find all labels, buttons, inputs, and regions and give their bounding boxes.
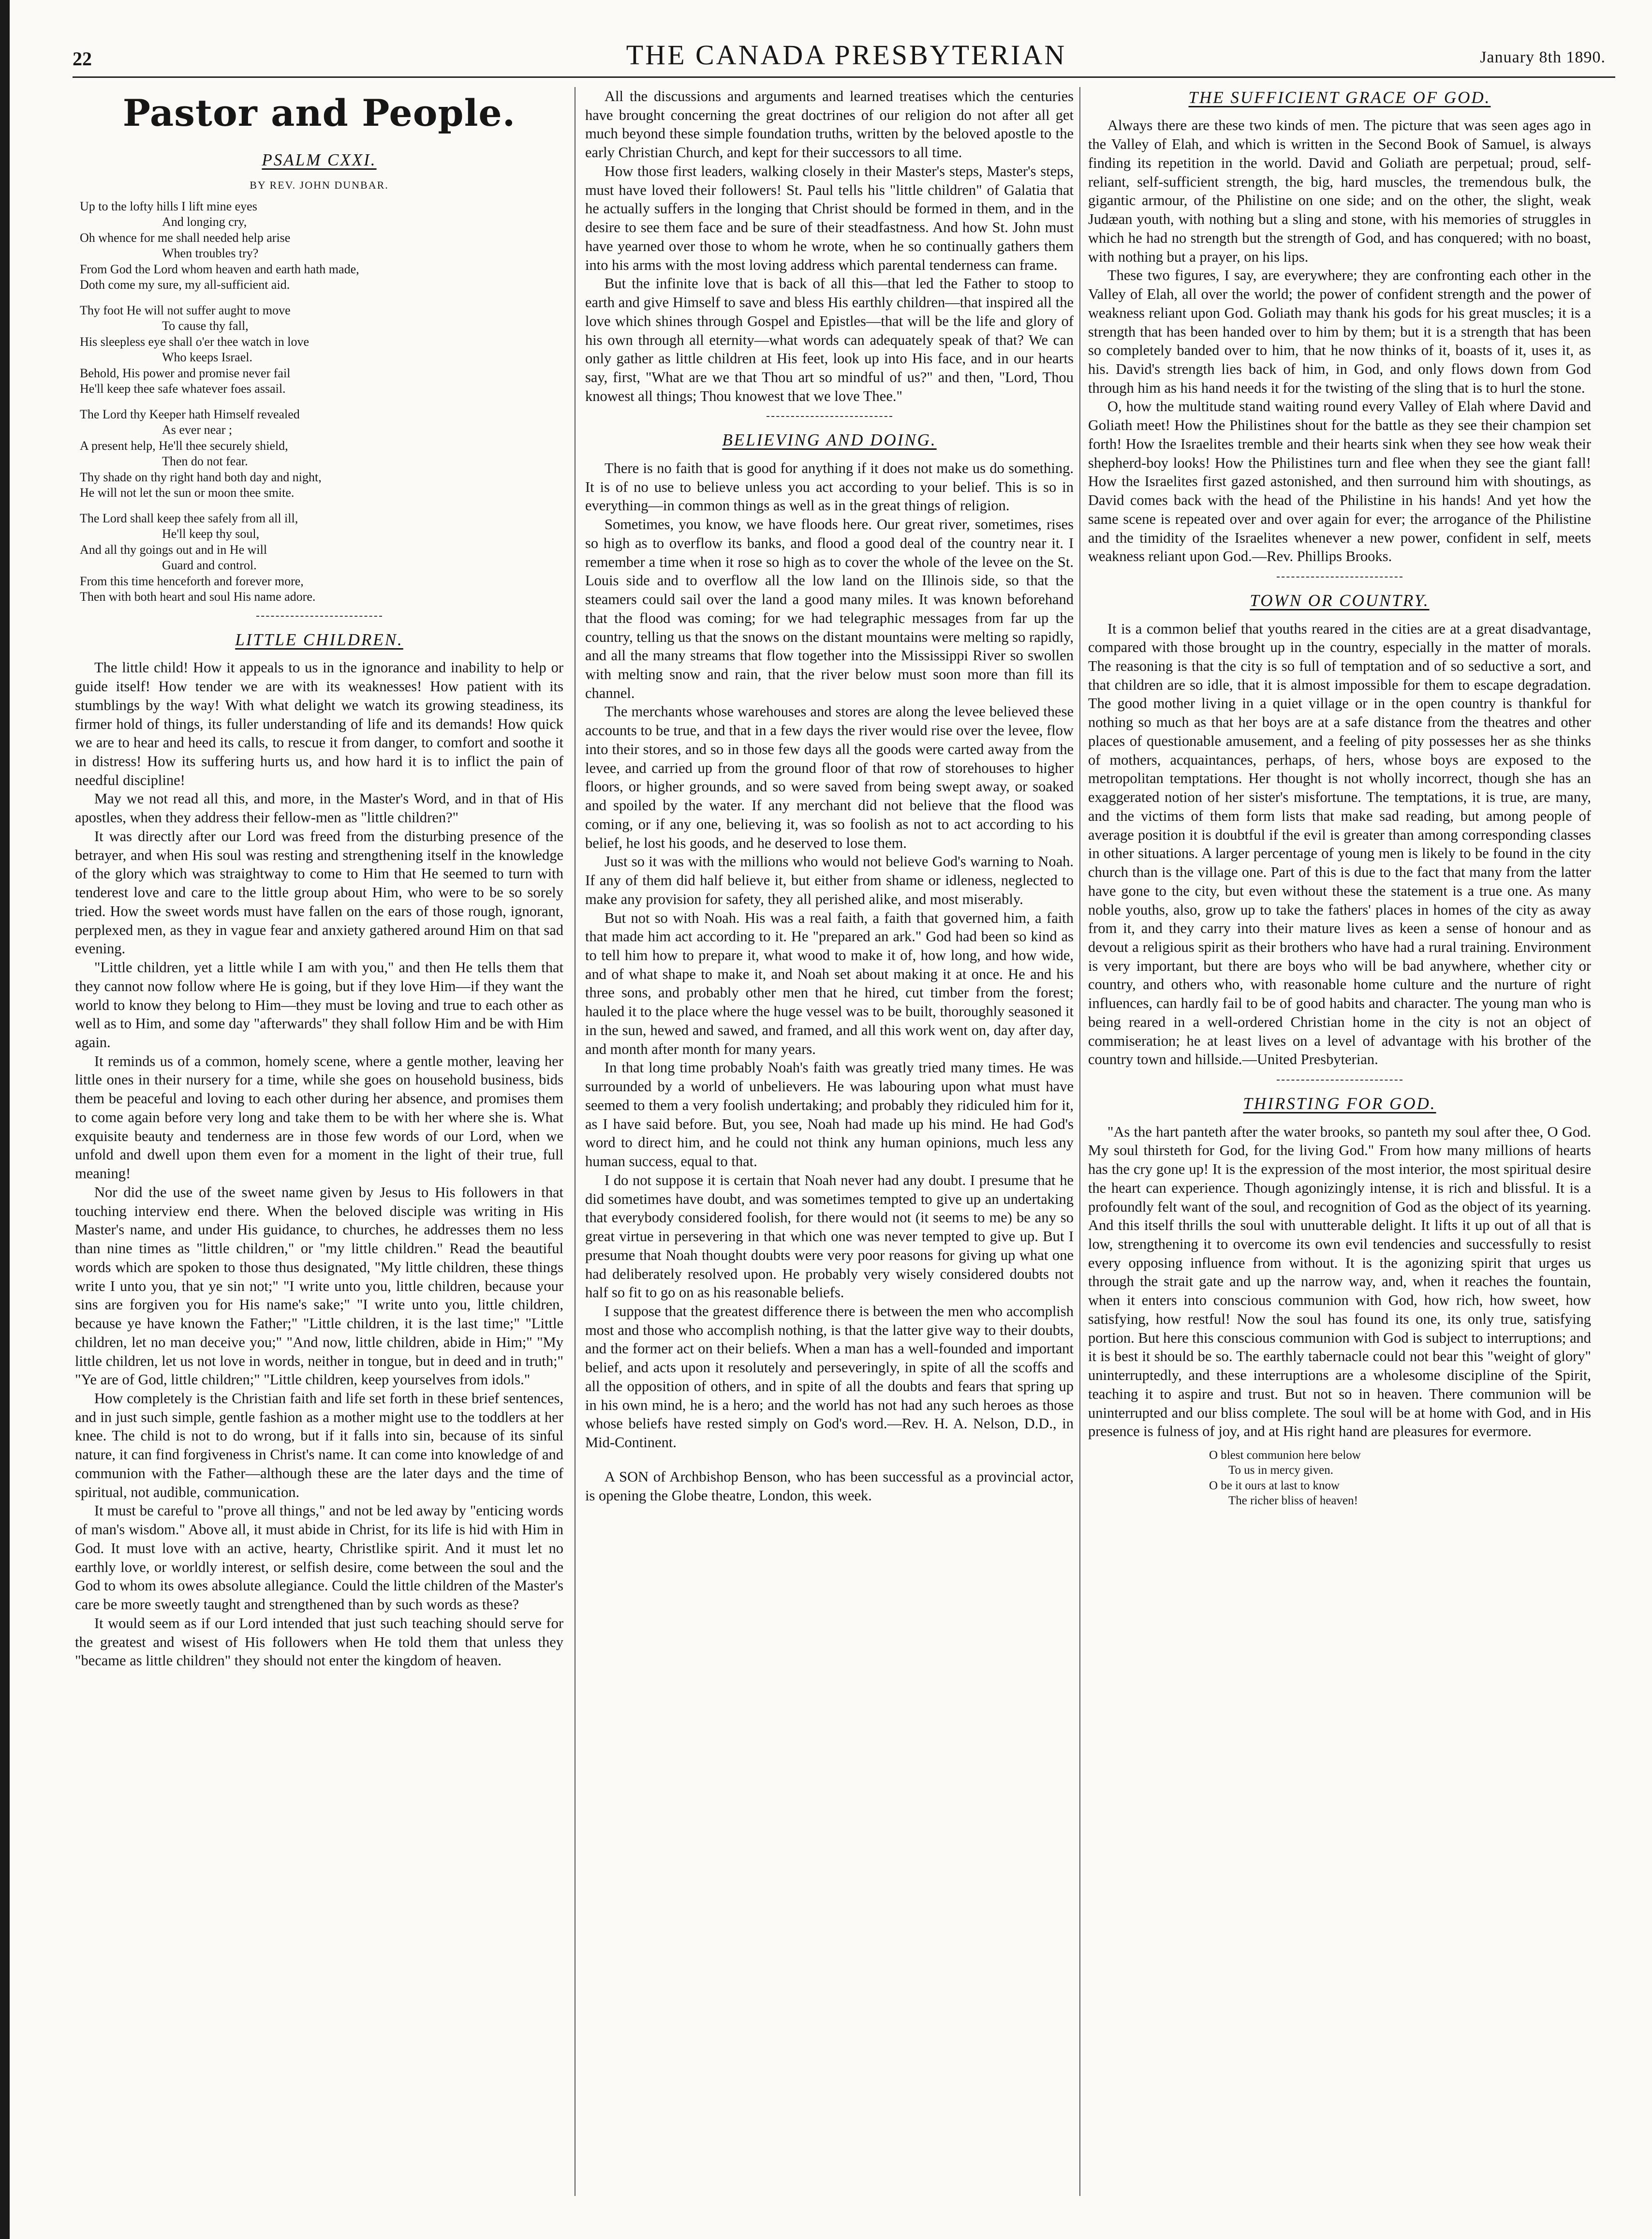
paragraph: O, how the multitude stand waiting round every Valley of Elah where David and Goliath meet! How the Philistines shout for the battle as they see their champion set forth! How the Israelites tremble and their hearts sink when they see how weak their shepherd-boy looks! How the Philistines turn and flee when they see the giant fall! How the Israelites first gazed astonished, and then surround him with shoutings, as David comes back with the head of the Philistine in his hands! And yet how the same scene is repeated over and over again for ever; the arrogance of the Philistine and the timidity of the Israelites whenever a new power, confident in self, meets weakness reliant upon God.—Rev. Phillips Brooks. (1088, 398, 1591, 565)
verse-line: His sleepless eye shall o'er thee watch in love (80, 334, 309, 349)
believing-title: BELIEVING AND DOING. (722, 430, 937, 450)
little-children-title: LITTLE CHILDREN. (235, 630, 403, 649)
column-3 (1088, 87, 1591, 2215)
department-heading: Pastor and People. (122, 91, 516, 134)
paragraph: May we not read all this, and more, in the Master's Word, and in that of His apostles, when they address their fellow-men as "little children?" (75, 790, 563, 826)
verse-line: Who keeps Israel. (162, 350, 252, 365)
paragraph: The little child! How it appeals to us in the ignorance and inability to help or guide itself! How tender we are with its weaknesses! How patient with its stumblings by the way! With what delight we watch its growing steadiness, its firmer hold of things, its fuller understanding of life and its demands! How quick we are to hear and heed its calls, to rescue it from danger, to comfort and soothe it in distress! How its suffering hurts us, and how hard it is to inflict the pain of needful discipline! (75, 659, 563, 788)
sufficient-grace-title: THE SUFFICIENT GRACE OF GOD. (1188, 88, 1491, 107)
paragraph: "As the hart panteth after the water brooks, so panteth my soul after thee, O God. My soul thirsteth for God, for the living God." From how many millions of hearts has the cry gone up! It is the expression of the most interior, the most spiritual desire the heart can experience. Though agonizingly intense, it is rich and blissful. It is a profoundly felt want of the soul, and recognition of God as the object of its yearning. And this itself thrills the soul with unutterable delight. It lifts it up out of all that is low, strengthening it to overcome its own evil tendencies and successfully to resist every opposing influence from without. It is the agonizing spirit that urges us through the strait gate and up the narrow way, and, when it reaches the fountain, when it enters into conscious communion with God, how rich, how sweet, how satisfying, how restful! Now the soul has found its one, its only true, satisfying portion. But here this conscious communion with God is subject to interruptions; and it is best it should be so. The earthly tabernacle could not bear this "weight of glory" uninterruptedly, and these interruptions are a wholesome discipline of the Spirit, teaching it to aspire and trust. But not so in heaven. There communion will be uninterrupted and our bliss complete. The soul will be at home with God, and in His presence is fulness of joy, and at His right hand are pleasures for evermore. (1088, 1123, 1591, 1440)
verse-line: As ever near ; (162, 423, 233, 437)
paragraph: These two figures, I say, are everywhere; they are confronting each other in the Valley of Elah, all over the world; the power of confident strength and the power of weakness reliant upon God. Goliath may thank his gods for his great muscles; it is a strength that has been handed over to him by them; but it is a strength that has been so completely banded over to him, that he now thinks of it, boasts of it, uses it, as his. David's strength lies back of him, in God, and only flows down from God through him as his hand needs it for the twisting of the sling that is to hurl the stone. (1088, 267, 1591, 396)
verse-line: He will not let the sun or moon thee smite. (80, 486, 295, 500)
verse-line: The richer bliss of heaven! (1228, 1494, 1358, 1507)
verse-line: Then with both heart and soul His name adore. (80, 590, 316, 604)
town-country-title: TOWN OR COUNTRY. (1250, 591, 1430, 610)
verse-line: Guard and control. (162, 558, 257, 573)
page-edge-bar (0, 0, 10, 2239)
psalm-stanza (80, 511, 563, 605)
verse-line: Thy shade on thy right hand both day and night, (80, 470, 322, 484)
news-notice: A SON of Archbishop Benson, who has been successful as a provincial actor, is opening the Globe theatre, London, this week. (585, 1468, 1074, 1504)
newspaper-title: THE CANADA PRESBYTERIAN (626, 39, 1067, 71)
psalm-stanza (80, 199, 563, 293)
thirsting-title: THIRSTING FOR GOD. (1243, 1094, 1436, 1113)
section-separator (256, 616, 382, 617)
verse-line: O be it ours at last to know (1209, 1479, 1340, 1492)
paragraph: It would seem as if our Lord intended that just such teaching should serve for the greatest and wisest of His followers when He told them that unless they "became as little children" they should not enter the kingdom of heaven. (75, 1615, 563, 1669)
psalm-poem (80, 199, 563, 605)
psalm-title: PSALM CXXI. (262, 150, 377, 169)
column-1 (75, 87, 563, 2215)
verse-line: Oh whence for me shall needed help arise (80, 230, 291, 245)
verse-line: Behold, His power and promise never fail (80, 366, 291, 380)
paragraph: Always there are these two kinds of men. The picture that was seen ages ago in the Valley of Elah, and which is written in the Second Book of Samuel, is always finding its repetition in the world. David and Goliath are perpetual; proud, self-reliant, self-sufficient strength, the big, hard muscles, the tremendous bulk, the gigantic armour, of the Philistine on one side; and on the other, the slight, weak Judæan youth, with nothing but a sling and stone, with his memories of struggles in which he had no strength but the strength of God, and has conquered; with no boast, with nothing but a prayer, on his lips. (1088, 117, 1591, 265)
psalm-stanza (80, 407, 563, 501)
paragraph: How completely is the Christian faith and life set forth in these brief sentences, and in just such simple, gentle fashion as a mother might use to the toddlers at her knee. The child is not to do wrong, but if it falls into sin, because of its sinful nature, it can find forgiveness in Christ's name. It can come into knowledge of and communion with the Father—although these are the later days and the time of spiritual, not audible, communication. (75, 1390, 563, 1500)
page-number: 22 (73, 48, 92, 70)
section-separator (767, 416, 892, 417)
psalm-stanza (80, 303, 563, 397)
verse-line: Thy foot He will not suffer aught to move (80, 303, 291, 317)
verse-line: O blest communion here below (1209, 1449, 1361, 1462)
verse-line: The Lord thy Keeper hath Himself revealed (80, 407, 300, 421)
issue-date: January 8th 1890. (1480, 48, 1606, 66)
paragraph: Nor did the use of the sweet name given by Jesus to His followers in that touching interview end there. When the beloved disciple was writing in His Master's name, and under His guidance, to churches, he addresses them no less than nine times as "little children," or "my little children." Read the beautiful words which are spoken to those thus designated, "My little children, these things write I unto you, that ye sin not;" "I write unto you, little children, because your sins are forgiven you for His name's sake;" "I write unto you, little children, because ye have known the Father;" "Little children, it is the last time;" "Little children, let no man deceive you;" "And now, little children, abide in Him;" "My little children, let us not love in words, neither in tongue, but in deed and in truth;" "Ye are of God, little children;" "Little children, keep yourselves from idols." (75, 1184, 563, 1388)
verse-line: A present help, He'll thee securely shield, (80, 438, 288, 453)
section-separator (1277, 1080, 1402, 1081)
paragraph: I do not suppose it is certain that Noah never had any doubt. I presume that he did sometimes have doubt, and was sometimes tempted to give up an undertaking that everybody considered foolish, for there would not (it seems to me) be any so great virtue in persevering in that which one was never tempted to give up. But I presume that Noah thought doubts were very poor reasons for giving up what one had deliberately resolved upon. He probably very wisely considered doubts not half so fit to go on as his reasonable beliefs. (585, 1171, 1074, 1301)
paragraph: Just so it was with the millions who would not believe God's warning to Noah. If any of them did half believe it, but either from shame or idleness, neglected to make any provision for safety, they all perished alike, and most miserably. (585, 853, 1074, 907)
verse-line: And all thy goings out and in He will (80, 542, 267, 557)
verse-line: And longing cry, (162, 215, 247, 229)
section-separator (1277, 577, 1402, 578)
verse-line: Up to the lofty hills I lift mine eyes (80, 199, 257, 213)
header-rule (73, 76, 1615, 78)
paragraph: All the discussions and arguments and learned treatises which the centuries have brought concerning the great doctrines of our religion do not after all get much beyond these simple foundation truths, written by the beloved apostle to the early Christian Church, and kept for their successors to all time. (585, 88, 1074, 161)
psalm-byline: BY REV. JOHN DUNBAR. (250, 178, 389, 191)
little-children-body (75, 658, 563, 1670)
page-header (73, 39, 1620, 77)
verse-line: Then do not fear. (162, 454, 248, 469)
verse-line: He'll keep thy soul, (162, 527, 260, 541)
paragraph: "Little children, yet a little while I am with you," and then He tells them that they cannot now follow where He is going, but if they love Him—if they want the world to know they belong to Him—they must be loving and true to each other as well as to Him, and some day "afterwards" they shall follow Him and be with Him again. (75, 959, 563, 1051)
verse-line: To cause thy fall, (162, 319, 249, 333)
verse-line: Doth come my sure, my all-sufficient aid. (80, 278, 290, 292)
verse-line: When troubles try? (162, 246, 259, 261)
verse-line: He'll keep thee safe whatever foes assail. (80, 382, 286, 396)
paragraph: But not so with Noah. His was a real faith, a faith that governed him, a faith that made him act according to it. He "prepared an ark." God had been so kind as to tell him how to prepare it, what wood to make it of, how long, and how wide, and of what shape to make it, and Noah set about making it at once. He and his three sons, and probably other men that he hired, cut timber from the forest; hauled it to the place where the huge vessel was to be built, thoroughly seasoned it in the sun, hewed and sawed, and framed, and all this work went on, day after day, and month after month for many years. (585, 909, 1074, 1057)
paragraph: How those first leaders, walking closely in their Master's steps, Master's steps, must have loved their followers! St. Paul tells his "little children" of Galatia that he actually suffers in the longing that Christ should be formed in them, and in the desire to see them face and be sure of their steadfastness. And how St. John must have yearned over those to whom he wrote, when he so continually gathers them into his arms with the most loving address which parental tenderness can frame. (585, 163, 1074, 273)
verse-line: From God the Lord whom heaven and earth hath made, (80, 262, 359, 276)
paragraph: The merchants whose warehouses and stores are along the levee believed these accounts to be true, and that in a few days the river would rise over the levee, flow into their stores, and so in those few days all the goods were carted away from the levee, and carried up from the ground floor of that row of storehouses to higher floors, or higher grounds, and so were saved from being swept away, or soaked and spoiled by the water. If any merchant did not believe that the flood was coming, or if any one, believing it, was so foolish as not to act according to his belief, he lost his goods, and he deserved to lose them. (585, 703, 1074, 851)
column-2 (585, 87, 1074, 2215)
verse-line: The Lord shall keep thee safely from all ill, (80, 511, 298, 525)
paragraph: It was directly after our Lord was freed from the disturbing presence of the betrayer, and when His soul was resting and strengthening itself in the knowledge of the glory which was straightway to come to Him that He seemed to turn with tenderest love and care to the little group about Him, who were to be so sorely tried. How the sweet words must have fallen on the ears of those rough, ignorant, perplexed men, as they in vague fear and anxiety gathered around Him on that sad evening. (75, 828, 563, 957)
paragraph: It must be careful to "prove all things," and not be led away by "enticing words of man's wisdom." Above all, it must abide in Christ, for its life is hid with Him in God. It must love with an active, hearty, Christlike spirit. And it must let no earthly love, or worldly interest, or selfish desire, come between the soul and the God to whom its owes absolute allegiance. Could the little children of the Master's care be more sweetly taught and strengthened than by such words as these? (75, 1502, 563, 1613)
paragraph: I suppose that the greatest difference there is between the men who accomplish most and those who accomplish nothing, is that the latter give way to their doubts, and the former act on their beliefs. When a man has a well-founded and important belief, and acts upon it resolutely and perseveringly, in spite of all the scoffs and all the opposition of others, and in spite of all the doubts and fears that spring up in his own mind, he is a hero; and the world has not had any such heroes as those whose beliefs have rested simply on God's word.—Rev. H. A. Nelson, D.D., in Mid-Continent. (585, 1303, 1074, 1451)
column-rule (1079, 87, 1080, 2196)
verse-line: From this time henceforth and forever more, (80, 574, 304, 588)
closing-verse (1088, 1448, 1591, 1508)
paragraph: Sometimes, you know, we have floods here. Our great river, sometimes, rises so high as to overflow its banks, and flood a good deal of the country near it. I remember a time when it rose so high as to cover the whole of the levee on the St. Louis side and to overflow all the low land on the Illinois side, so that the steamers could sail over the land a good many miles. It was known beforehand that the flood was coming; for we had telegraphic messages from far up the country, telling us that the snows on the distant mountains were melting so rapidly, and all the many streams that flow together into the Mississippi River so swollen with melting snow and rain, that the river below must soon more than fill its channel. (585, 516, 1074, 701)
verse-line: To us in mercy given. (1228, 1464, 1333, 1477)
paragraph: There is no faith that is good for anything if it does not make us do something. It is of no use to believe unless you act according to your belief. This is so in everything—in common things as well as in the great things of religion. (585, 460, 1074, 514)
paragraph: It is a common belief that youths reared in the cities are at a great disadvantage, compared with those brought up in the country, especially in the matter of morals. The reasoning is that the city is so full of temptation and of so seductive a sort, and that children are so idle, that it is almost impossible for them to escape degradation. The good mother living in a quiet village or in the open country is thankful for nothing so much as that her boys are at a safe distance from the theatres and other places of questionable amusement, and a feeling of pity possesses her as she thinks of mothers, acquaintances, perhaps, of hers, whose boys are exposed to the metropolitan temptations. Her thought is not wholly incorrect, though she has an exaggerated notion of her sister's misfortune. The temptations, it is true, are many, and the victims of them form lists that make sad reading, but among people of average position it is doubtful if the evil is greater than among corresponding classes in other situations. A larger percentage of young men is likely to be found in the city church than is the village one. Part of this is due to the fact that many from the latter have gone to the city, but even without these the statement is a true one. As many noble youths, also, grow up to take the fathers' places in homes of the city as away from it, and they carry into their mature lives as keen a sense of honour and as devout a religious spirit as their brothers who have had a rural training. Environment is very important, but there are boys who will be bad anywhere, whether city or country, and others who, with reasonable home culture and the nurture of right influences, can hardly fail to be of good habits and character. The young man who is being reared in a well-ordered Christian home in the city is not an object of commiseration; he at least lives on a level of advantage with his brother of the country town and hillside.—United Presbyterian. (1088, 620, 1591, 1068)
paragraph: In that long time probably Noah's faith was greatly tried many times. He was surrounded by a world of unbelievers. He was labouring upon what must have seemed to them a very foolish undertaking; and probably they ridiculed him for it, as I have said before. But, you see, Noah had made up his mind. He had God's word to direct him, and he could not think any human opinions, much less any human success, equal to that. (585, 1059, 1074, 1170)
paragraph: It reminds us of a common, homely scene, where a gentle mother, leaving her little ones in their nursery for a time, while she goes on household business, bids them be peaceful and loving to each other during her absence, and promises them to come again before very long and take them to be with her where she is. What exquisite beauty and tenderness are in those few words of our Lord, when we unfold and dwell upon them even for a moment in the light of their true, full meaning! (75, 1053, 563, 1182)
paragraph: But the infinite love that is back of all this—that led the Father to stoop to earth and give Himself to save and bless His earthly children—that inspired all the love which shines through Gospel and Epistles—that will be the life and glory of his own through all eternity—what words can adequately speak of that? We can only gather as little children at His feet, look up into His face, and in our hearts say, first, "What are we that Thou art so mindful of us?" and then, "Lord, Thou knowest all things; Thou knowest that we love Thee." (585, 275, 1074, 404)
